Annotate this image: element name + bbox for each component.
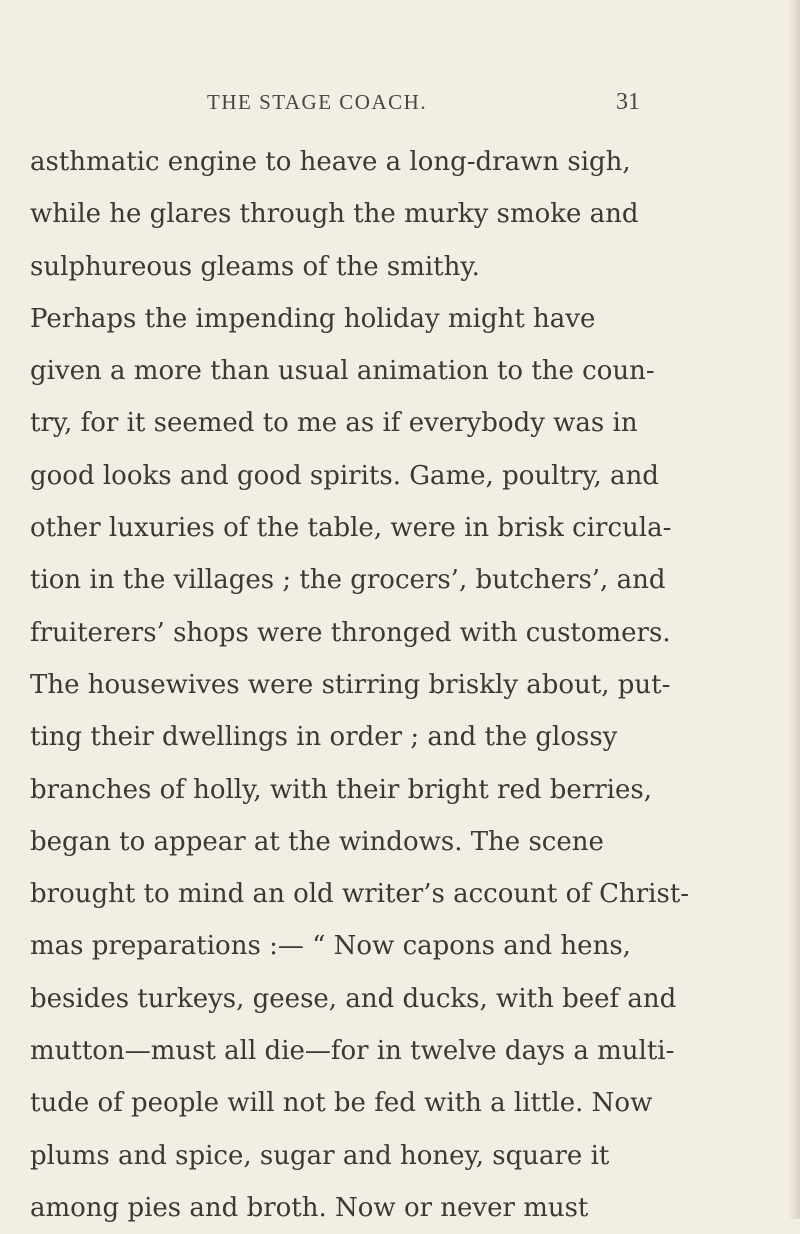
- running-head: [0, 86, 800, 118]
- text-line: mutton—must all die—for in twelve days a multi-: [30, 1036, 675, 1067]
- text-line: sulphureous gleams of the smithy.: [30, 251, 480, 282]
- running-title: THE STAGE COACH.: [207, 90, 428, 114]
- text-line: among pies and broth. Now or never must: [30, 1192, 589, 1223]
- text-line: branches of holly, with their bright red berries,: [30, 774, 652, 805]
- text-line: given a more than usual animation to the coun-: [30, 356, 655, 387]
- page-edge: [790, 0, 800, 1219]
- text-line: ting their dwellings in order ; and the glossy: [30, 722, 618, 753]
- text-line: besides turkeys, geese, and ducks, with beef and: [30, 983, 677, 1014]
- text-line: The housewives were stirring briskly about, put-: [30, 669, 671, 700]
- text-line: try, for it seemed to me as if everybody was in: [30, 408, 638, 439]
- text-line: fruiterers’ shops were thronged with customers.: [30, 617, 671, 648]
- text-line: began to appear at the windows. The scene: [30, 826, 604, 857]
- text-line: other luxuries of the table, were in brisk circula-: [30, 513, 672, 544]
- page-number: 31: [616, 89, 640, 115]
- text-line: mas preparations :— “ Now capons and hens,: [30, 931, 631, 962]
- text-line: asthmatic engine to heave a long-drawn sigh,: [30, 147, 631, 177]
- body-text: [30, 136, 790, 1234]
- text-line: brought to mind an old writer’s account of Christ-: [30, 879, 690, 910]
- text-line: while he glares through the murky smoke and: [30, 199, 639, 230]
- text-line: plums and spice, sugar and honey, square it: [30, 1140, 610, 1171]
- text-line: good looks and good spirits. Game, poultry, and: [30, 460, 659, 491]
- text-line: tude of people will not be fed with a little. Now: [30, 1088, 653, 1119]
- text-line: Perhaps the impending holiday might have: [30, 303, 596, 334]
- text-line: tion in the villages ; the grocers’, butchers’, and: [30, 565, 666, 596]
